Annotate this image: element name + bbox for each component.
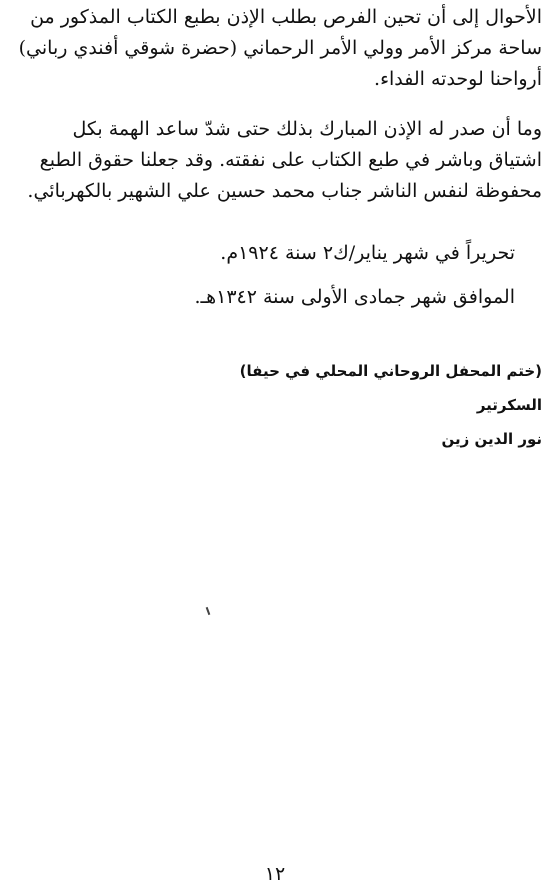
text-line: محفوظة لنفس الناشر جناب محمد حسين علي الشهير بالكهربائي. (27, 180, 542, 202)
text-line: ساحة مركز الأمر وولي الأمر الرحماني (حضرة شوقي أفندي رباني) (18, 37, 542, 59)
signatory-name: نور الدين زين (441, 430, 542, 448)
signatory-role: السكرتير (476, 396, 542, 414)
assembly-seal-caption: (ختم المحفل الروحاني المحلي في حيفا) (239, 362, 542, 380)
date-line-gregorian: تحريراً في شهر يناير/ك٢ سنة ١٩٢٤م. (220, 242, 515, 264)
text-line: وما أن صدر له الإذن المبارك بذلك حتى شدّ ساعد الهمة بكل (72, 118, 542, 140)
text-line: الأحوال إلى أن تحين الفرص بطلب الإذن بطبع الكتاب المذكور من (30, 6, 542, 28)
page-number: ١٢ (264, 863, 286, 885)
paragraph-1 (8, 2, 542, 95)
date-line-hijri: الموافق شهر جمادى الأولى سنة ١٣٤٢هـ. (194, 286, 515, 308)
paragraph-2 (8, 114, 542, 207)
stray-mark (206, 607, 211, 615)
text-line: اشتياق وباشر في طبع الكتاب على نفقته. وقد جعلنا حقوق الطبع (39, 149, 542, 171)
text-line: أرواحنا لوحدته الفداء. (374, 68, 542, 90)
